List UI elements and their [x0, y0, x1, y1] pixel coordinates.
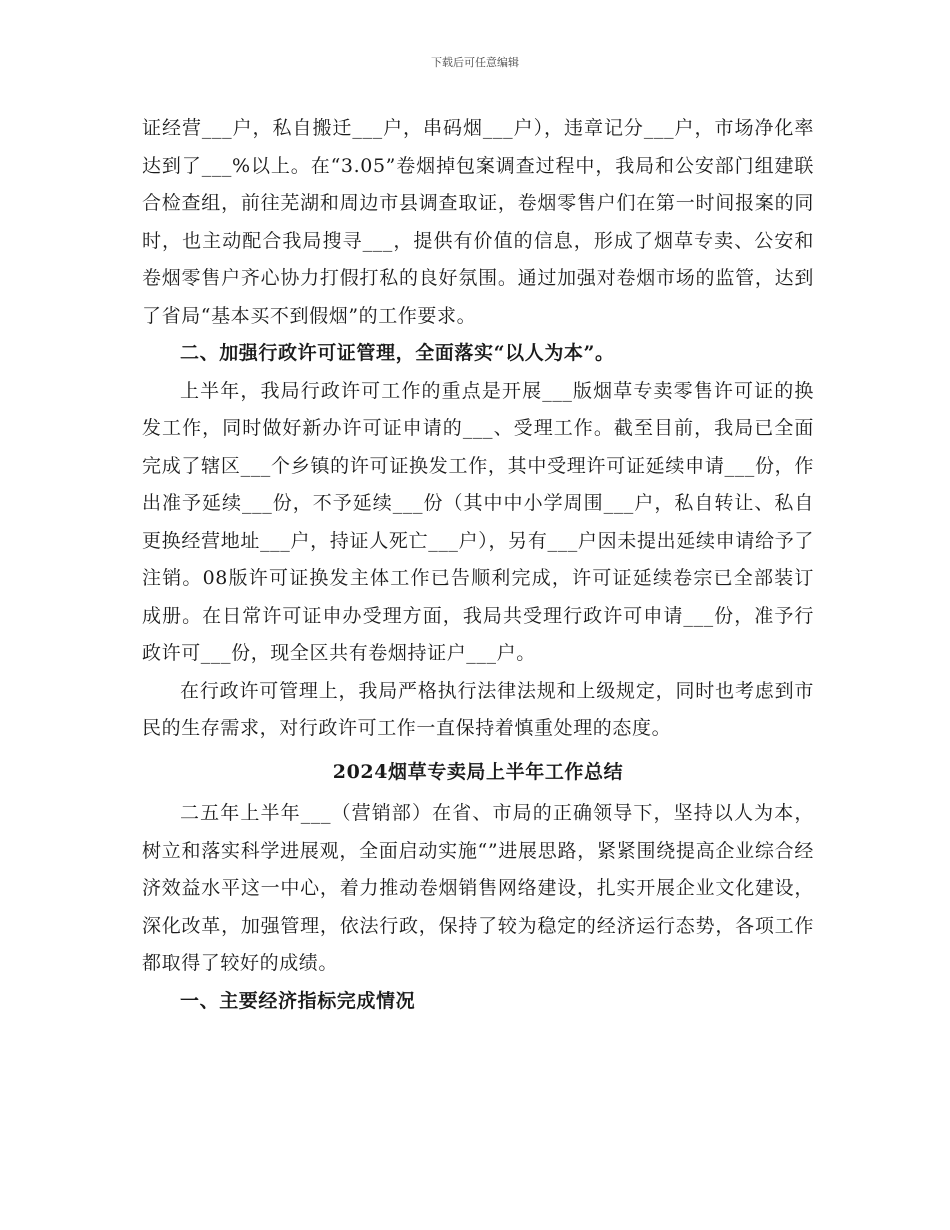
paragraph-license-principles: 在行政许可管理上，我局严格执行法律法规和上级规定，同时也考虑到市民的生存需求，对行政许可工作一直保持着慎重处理的态度。: [142, 679, 814, 739]
paragraph-summary-intro: 二五年上半年___（营销部）在省、市局的正确领导下，坚持以人为本，树立和落实科学进展观，全面启动实施“”进展思路，紧紧围绕提高企业综合经济效益水平这一中心，着力推动卷烟销售网络建设，扎实开展企业文化建设，深化改革，加强管理，依法行政，保持了较为稳定的经济运行态势，各项工作都取得了较好的成绩。: [142, 802, 814, 974]
header-note: 下载后可任意编辑: [431, 56, 519, 69]
paragraph-market-supervision: 证经营___户，私自搬迁___户，串码烟___户），违章记分___户，市场净化率达到了___%以上。在“3.05”卷烟掉包案调查过程中，我局和公安部门组建联合检查组，前往芜湖和周边市县调查取证，卷烟零售户们在第一时间报案的同时，也主动配合我局搜寻___，提供有价值的信息，形成了烟草专卖、公安和卷烟零售户齐心协力打假打私的良好氛围。通过加强对卷烟市场的监管，达到了省局“基本买不到假烟”的工作要求。: [142, 117, 814, 327]
document-title: 2024烟草专卖局上半年工作总结: [332, 760, 624, 783]
section-heading-economic-indicators: 一、主要经济指标完成情况: [180, 989, 416, 1012]
paragraph-license-renewal: 上半年，我局行政许可工作的重点是开展___版烟草专卖零售许可证的换发工作，同时做好新办许可证申请的___、受理工作。截至目前，我局已全面完成了辖区___个乡镇的许可证换发工作，其中受理许可证延续申请___份，作出准予延续___份，不予延续___份（其中中小学周围___户，私自转让、私自更换经营地址___户，持证人死亡___户），另有___户因未提出延续申请给予了注销。08版许可证换发主体工作已告顺利完成，许可证延续卷宗已全部装订成册。在日常许可证申办受理方面，我局共受理行政许可申请___份，准予行政许可___份，现全区共有卷烟持证户___户。: [142, 379, 814, 664]
section-heading-license-management: 二、加强行政许可证管理，全面落实“以人为本”。: [180, 342, 615, 364]
document-body: [142, 110, 814, 1020]
